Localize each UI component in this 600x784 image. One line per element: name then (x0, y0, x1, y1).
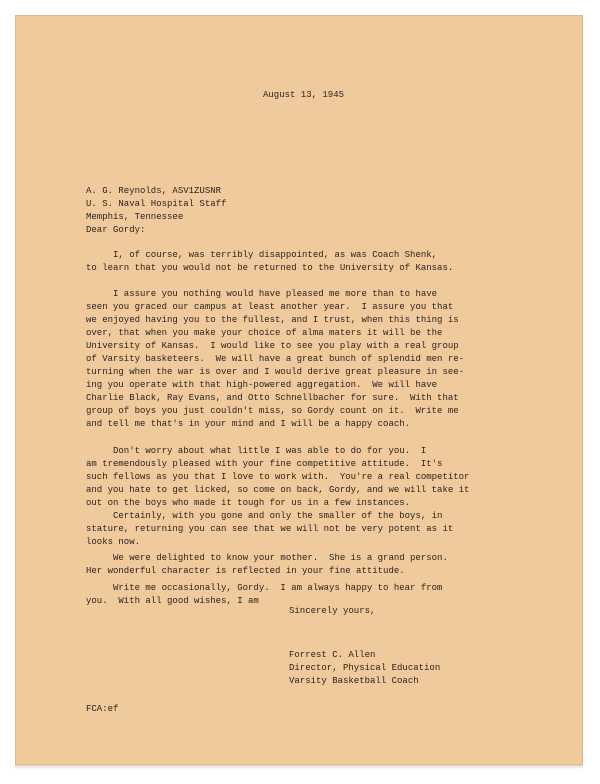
paragraph-line: am tremendously pleased with your fine competitive attitude. It's (86, 459, 443, 469)
signature-name: Forrest C. Allen (289, 650, 376, 660)
reference-initials: FCA:ef (86, 704, 119, 714)
complimentary-closing: Sincerely yours, (289, 606, 376, 616)
paragraph-line: looks now. (86, 537, 141, 547)
page-shadow (15, 765, 583, 769)
paragraph-line: We were delighted to know your mother. She is a grand person. (86, 553, 448, 563)
paragraph-line: Her wonderful character is reflected in your fine attitude. (86, 566, 405, 576)
paragraph-line: ing you operate with that high-powered aggregation. We will have (86, 380, 438, 390)
paragraph-line: seen you graced our campus at least another year. I assure you that (86, 302, 454, 312)
recipient-line-name: A. G. Reynolds, ASV1ZUSNR (86, 186, 222, 196)
paragraph-5 (86, 552, 506, 578)
paragraph-line: Write me occasionally, Gordy. I am always happy to hear from (86, 583, 443, 593)
paragraph-line: of Varsity basketeers. We will have a great bunch of splendid men re- (86, 354, 465, 364)
paragraph-line: and tell me that's in your mind and I will be a happy coach. (86, 419, 411, 429)
paragraph-line: University of Kansas. I would like to see you play with a real group (86, 341, 459, 351)
paragraph-line: I, of course, was terribly disappointed, as was Coach Shenk, (86, 250, 438, 260)
letter-page (15, 15, 583, 765)
signature-position: Varsity Basketball Coach (289, 676, 419, 686)
paragraph-line: over, that when you make your choice of alma maters it will be the (86, 328, 443, 338)
paragraph-line: out on the boys who made it tough for us in a few instances. (86, 498, 411, 508)
paragraph-line: Certainly, with you gone and only the smaller of the boys, in (86, 511, 443, 521)
paragraph-line: we enjoyed having you to the fullest, and I trust, when this thing is (86, 315, 459, 325)
paragraph-1 (86, 249, 506, 275)
paragraph-line: and you hate to get licked, so come on back, Gordy, and we will take it (86, 485, 470, 495)
paragraph-line: such fellows as you that I love to work with. You're a real competitor (86, 472, 470, 482)
paragraph-line: to learn that you would not be returned to the University of Kansas. (86, 263, 454, 273)
paragraph-2 (86, 288, 506, 431)
signature-title: Director, Physical Education (289, 663, 441, 673)
paragraph-line: Don't worry about what little I was able to do for you. I (86, 446, 427, 456)
recipient-line-city: Memphis, Tennessee (86, 212, 184, 222)
paragraph-4 (86, 510, 506, 549)
letter-date: August 13, 1945 (263, 90, 345, 100)
paragraph-3 (86, 445, 506, 510)
paragraph-line: I assure you nothing would have pleased me more than to have (86, 289, 438, 299)
paragraph-line: stature, returning you can see that we will not be very potent as it (86, 524, 454, 534)
paragraph-line: you. With all good wishes, I am (86, 596, 259, 606)
paragraph-line: group of boys you just couldn't miss, so Gordy count on it. Write me (86, 406, 459, 416)
paragraph-line: turning when the war is over and I would derive great pleasure in see- (86, 367, 465, 377)
recipient-line-organization: U. S. Naval Hospital Staff (86, 199, 227, 209)
paragraph-line: Charlie Black, Ray Evans, and Otto Schnellbacher for sure. With that (86, 393, 459, 403)
salutation: Dear Gordy: (86, 225, 146, 235)
